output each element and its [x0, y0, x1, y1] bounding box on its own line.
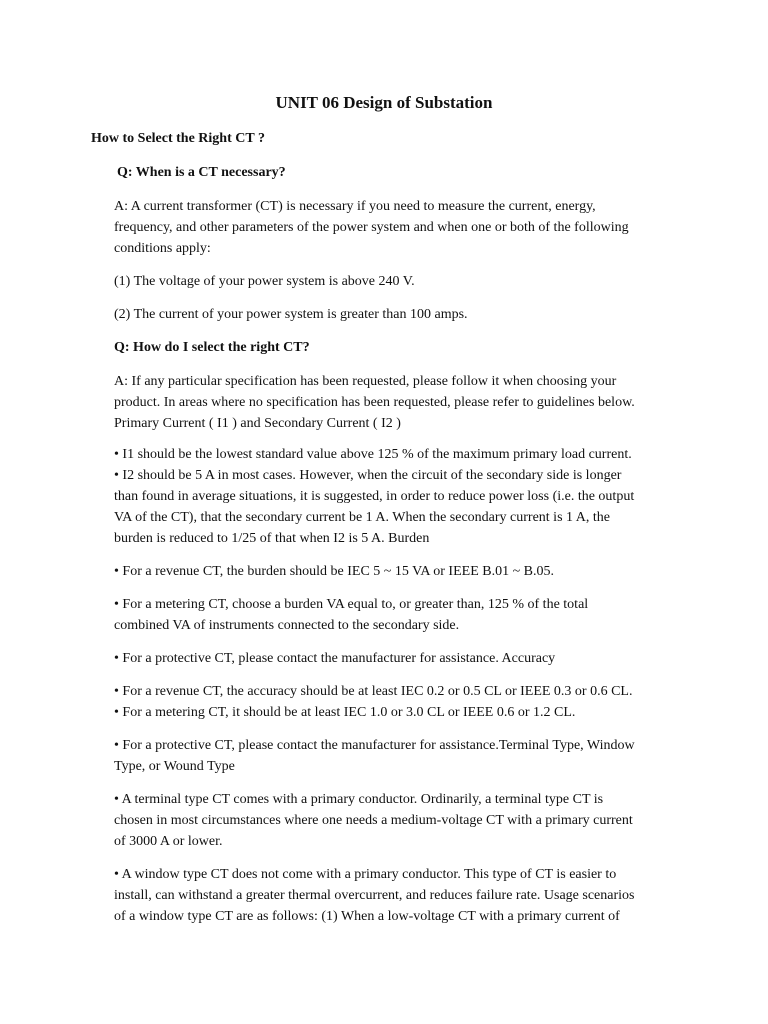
paragraph-line: combined VA of instruments connected to the secondary side. [114, 618, 460, 633]
paragraph-line: • For a metering CT, it should be at least IEC 1.0 or 3.0 CL or IEEE 0.6 or 1.2 CL. [114, 705, 576, 720]
paragraph-line: conditions apply: [114, 241, 211, 256]
paragraph-line: A: A current transformer (CT) is necessary if you need to measure the current, energy, [114, 199, 596, 214]
burden-revenue [114, 561, 674, 582]
paragraph-line: • For a revenue CT, the burden should be IEC 5 ~ 15 VA or IEEE B.01 ~ B.05. [114, 564, 554, 579]
current-guidelines [114, 444, 674, 549]
paragraph-line: • I1 should be the lowest standard value above 125 % of the maximum primary load current. [114, 447, 632, 462]
window-type [114, 864, 674, 927]
paragraph-line: of 3000 A or lower. [114, 834, 223, 849]
paragraph-line: Primary Current ( I1 ) and Secondary Current ( I2 ) [114, 416, 401, 431]
paragraph-line: chosen in most circumstances where one needs a medium-voltage CT with a primary current [114, 813, 633, 828]
burden-protective [114, 648, 674, 669]
condition-voltage [114, 271, 674, 292]
paragraph-line: burden is reduced to 1/25 of that when I2 is 5 A. Burden [114, 531, 430, 546]
paragraph-line: • For a metering CT, choose a burden VA equal to, or greater than, 125 % of the total [114, 597, 589, 612]
paragraph-line: • For a revenue CT, the accuracy should be at least IEC 0.2 or 0.5 CL or IEEE 0.3 or 0.6 CL. [114, 684, 633, 699]
paragraph-line: (1) The voltage of your power system is above 240 V. [114, 274, 415, 289]
answer-when-necessary [114, 196, 674, 259]
paragraph-line: install, can withstand a greater thermal overcurrent, and reduces failure rate. Usage scenarios [114, 888, 635, 903]
burden-metering [114, 594, 674, 636]
paragraph-line: • For a protective CT, please contact the manufacturer for assistance. Accuracy [114, 651, 556, 666]
section-heading: How to Select the Right CT ? [91, 131, 265, 146]
paragraph-line: (2) The current of your power system is greater than 100 amps. [114, 307, 468, 322]
paragraph-line: • A window type CT does not come with a primary conductor. This type of CT is easier to [114, 867, 617, 882]
paragraph-line: VA of the CT), that the secondary current be 1 A. When the secondary current is 1 A, the [114, 510, 610, 525]
answer-select-ct [114, 371, 674, 434]
terminal-type [114, 789, 674, 852]
paragraph-line: • I2 should be 5 A in most cases. However, when the circuit of the secondary side is longer [114, 468, 622, 483]
accuracy-guidelines [114, 681, 674, 723]
paragraph-line: • A terminal type CT comes with a primary conductor. Ordinarily, a terminal type CT is [114, 792, 604, 807]
question-select-ct: Q: How do I select the right CT? [114, 340, 310, 355]
paragraph-line: than found in average situations, it is suggested, in order to reduce power loss (i.e. the output [114, 489, 635, 504]
paragraph-line: product. In areas where no specification has been requested, please refer to guidelines below. [114, 395, 635, 410]
question-when-necessary: Q: When is a CT necessary? [117, 165, 286, 180]
condition-current [114, 304, 674, 325]
paragraph-line: • For a protective CT, please contact the manufacturer for assistance.Terminal Type, Window [114, 738, 635, 753]
paragraph-line: frequency, and other parameters of the power system and when one or both of the following [114, 220, 629, 235]
document-title: UNIT 06 Design of Substation [275, 93, 493, 112]
paragraph-line: of a window type CT are as follows: (1) When a low-voltage CT with a primary current of [114, 909, 620, 924]
paragraph-line: Type, or Wound Type [114, 759, 235, 774]
accuracy-protective [114, 735, 674, 777]
paragraph-line: A: If any particular specification has been requested, please follow it when choosing your [114, 374, 617, 389]
